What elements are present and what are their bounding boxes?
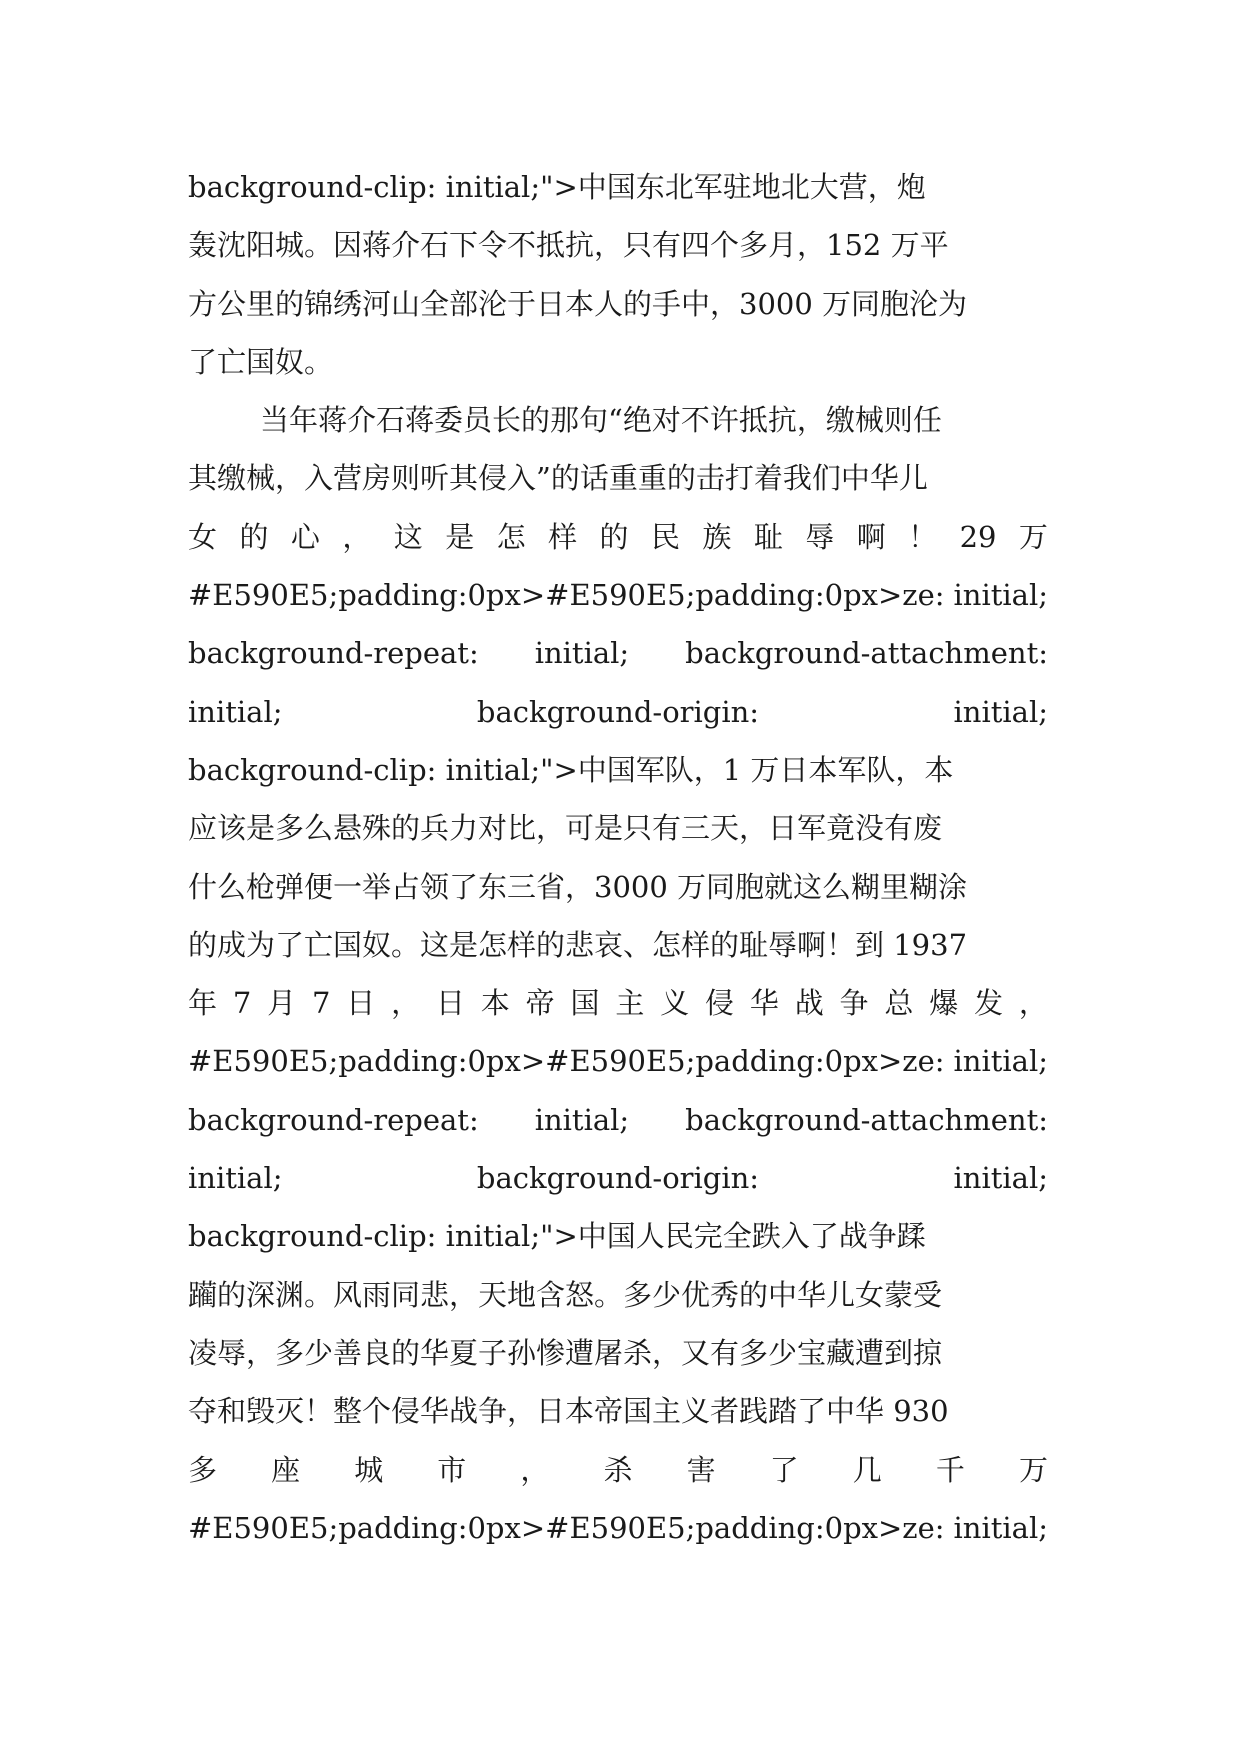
text-token: 这: [393, 519, 423, 554]
text-token: 怎: [496, 519, 526, 554]
text-token: 女: [188, 519, 218, 554]
text-line: 其缴械，入营房则听其侵入”的话重重的击打着我们中华儿: [188, 461, 928, 496]
text-token: 样: [548, 519, 578, 554]
text-token: 华: [749, 986, 779, 1021]
text-token: ，: [520, 1452, 550, 1487]
text-token: 年: [188, 986, 218, 1021]
text-line: 什么枪弹便一举占领了东三省，3000 万同胞就这么糊里糊涂: [188, 869, 968, 904]
text-token: 争: [839, 986, 869, 1021]
text-token: initial;: [188, 1161, 283, 1196]
text-line: background-clip: initial;">中国东北军驻地北大营，炮: [188, 170, 926, 204]
text-token: 29: [959, 519, 997, 554]
text-line: 轰沈阳城。因蒋介石下令不抵抗，只有四个多月，152 万平: [188, 228, 949, 263]
text-token: 战: [794, 986, 824, 1021]
text-token: ，: [1018, 986, 1048, 1021]
text-line: [188, 1441, 1048, 1499]
text-token: 的: [599, 519, 629, 554]
text-line: [188, 1091, 1048, 1149]
text-line: 夺和毁灭！整个侵华战争，日本帝国主义者践踏了中华 930: [188, 1394, 949, 1429]
text-token: 座: [271, 1452, 301, 1487]
text-token: 辱: [805, 519, 835, 554]
text-line: 躏的深渊。风雨同悲，天地含怒。多少优秀的中华儿女蒙受: [188, 1277, 943, 1312]
text-token: 啊: [856, 519, 886, 554]
text-token: background-origin:: [476, 694, 760, 729]
text-token: background-attachment:: [685, 636, 1048, 671]
text-token: 城: [354, 1452, 384, 1487]
text-token: 主: [615, 986, 645, 1021]
text-token: #E590E5;padding:0px>#E590E5;padding:0px>ze:: [188, 1510, 945, 1545]
text-token: 本: [480, 986, 510, 1021]
text-token: 几: [852, 1452, 882, 1487]
text-line: [188, 1499, 1048, 1557]
text-token: initial;: [534, 1102, 630, 1137]
text-token: #E590E5;padding:0px>#E590E5;padding:0px>ze:: [188, 578, 945, 613]
text-line: [188, 1032, 1048, 1090]
text-token: initial;: [953, 1161, 1048, 1196]
text-line: [188, 683, 1048, 741]
text-token: 杀: [603, 1452, 633, 1487]
text-line: 方公里的锦绣河山全部沦于日本人的手中，3000 万同胞沦为: [188, 286, 968, 321]
text-token: background-repeat:: [188, 1102, 479, 1137]
text-token: initial;: [953, 578, 1048, 613]
text-line: [188, 508, 1048, 566]
text-line: [188, 1149, 1048, 1207]
text-token: 多: [188, 1452, 218, 1487]
text-token: 7: [311, 986, 331, 1021]
text-line: [188, 566, 1048, 624]
text-token: ，: [391, 986, 421, 1021]
text-token: 月: [267, 986, 297, 1021]
text-token: 民: [650, 519, 680, 554]
text-token: 的: [239, 519, 269, 554]
text-token: 7: [232, 986, 252, 1021]
text-line: [188, 624, 1048, 682]
text-line: [188, 974, 1048, 1032]
text-token: 了: [769, 1452, 799, 1487]
text-token: 爆: [929, 986, 959, 1021]
text-token: background-origin:: [476, 1161, 760, 1196]
text-token: initial;: [953, 1044, 1048, 1079]
text-token: 族: [702, 519, 732, 554]
text-token: 义: [660, 986, 690, 1021]
text-token: initial;: [534, 636, 630, 671]
text-token: initial;: [188, 694, 283, 729]
text-token: 发: [974, 986, 1004, 1021]
text-token: 心: [290, 519, 320, 554]
text-token: 日: [346, 986, 376, 1021]
text-line: 凌辱，多少善良的华夏子孙惨遭屠杀，又有多少宝藏遭到掠: [188, 1335, 943, 1370]
text-line: 当年蒋介石蒋委员长的那句“绝对不许抵抗，缴械则任: [260, 403, 942, 438]
text-token: ，: [342, 519, 372, 554]
text-line: 的成为了亡国奴。这是怎样的悲哀、怎样的耻辱啊！到 1937: [188, 927, 968, 962]
text-token: 万: [1018, 519, 1048, 554]
text-token: 害: [686, 1452, 716, 1487]
text-token: 耻: [753, 519, 783, 554]
text-token: ！: [908, 519, 938, 554]
text-token: #E590E5;padding:0px>#E590E5;padding:0px>ze:: [188, 1044, 945, 1079]
text-token: 侵: [705, 986, 735, 1021]
body-text: [188, 158, 1048, 1557]
text-token: 帝: [525, 986, 555, 1021]
text-token: 市: [437, 1452, 467, 1487]
text-token: 千: [935, 1452, 965, 1487]
text-token: background-attachment:: [685, 1102, 1048, 1137]
text-token: 国: [570, 986, 600, 1021]
text-token: 是: [445, 519, 475, 554]
text-token: initial;: [953, 1510, 1048, 1545]
text-line: background-clip: initial;">中国军队，1 万日本军队，本: [188, 752, 954, 787]
text-token: 万: [1018, 1452, 1048, 1487]
text-line: background-clip: initial;">中国人民完全跌入了战争蹂: [188, 1219, 926, 1254]
text-token: background-repeat:: [188, 636, 479, 671]
text-line: 应该是多么悬殊的兵力对比，可是只有三天，日军竟没有废: [188, 811, 943, 846]
text-token: initial;: [953, 694, 1048, 729]
text-token: 日: [435, 986, 465, 1021]
text-token: 总: [884, 986, 914, 1021]
text-line: 了亡国奴。: [188, 344, 334, 379]
